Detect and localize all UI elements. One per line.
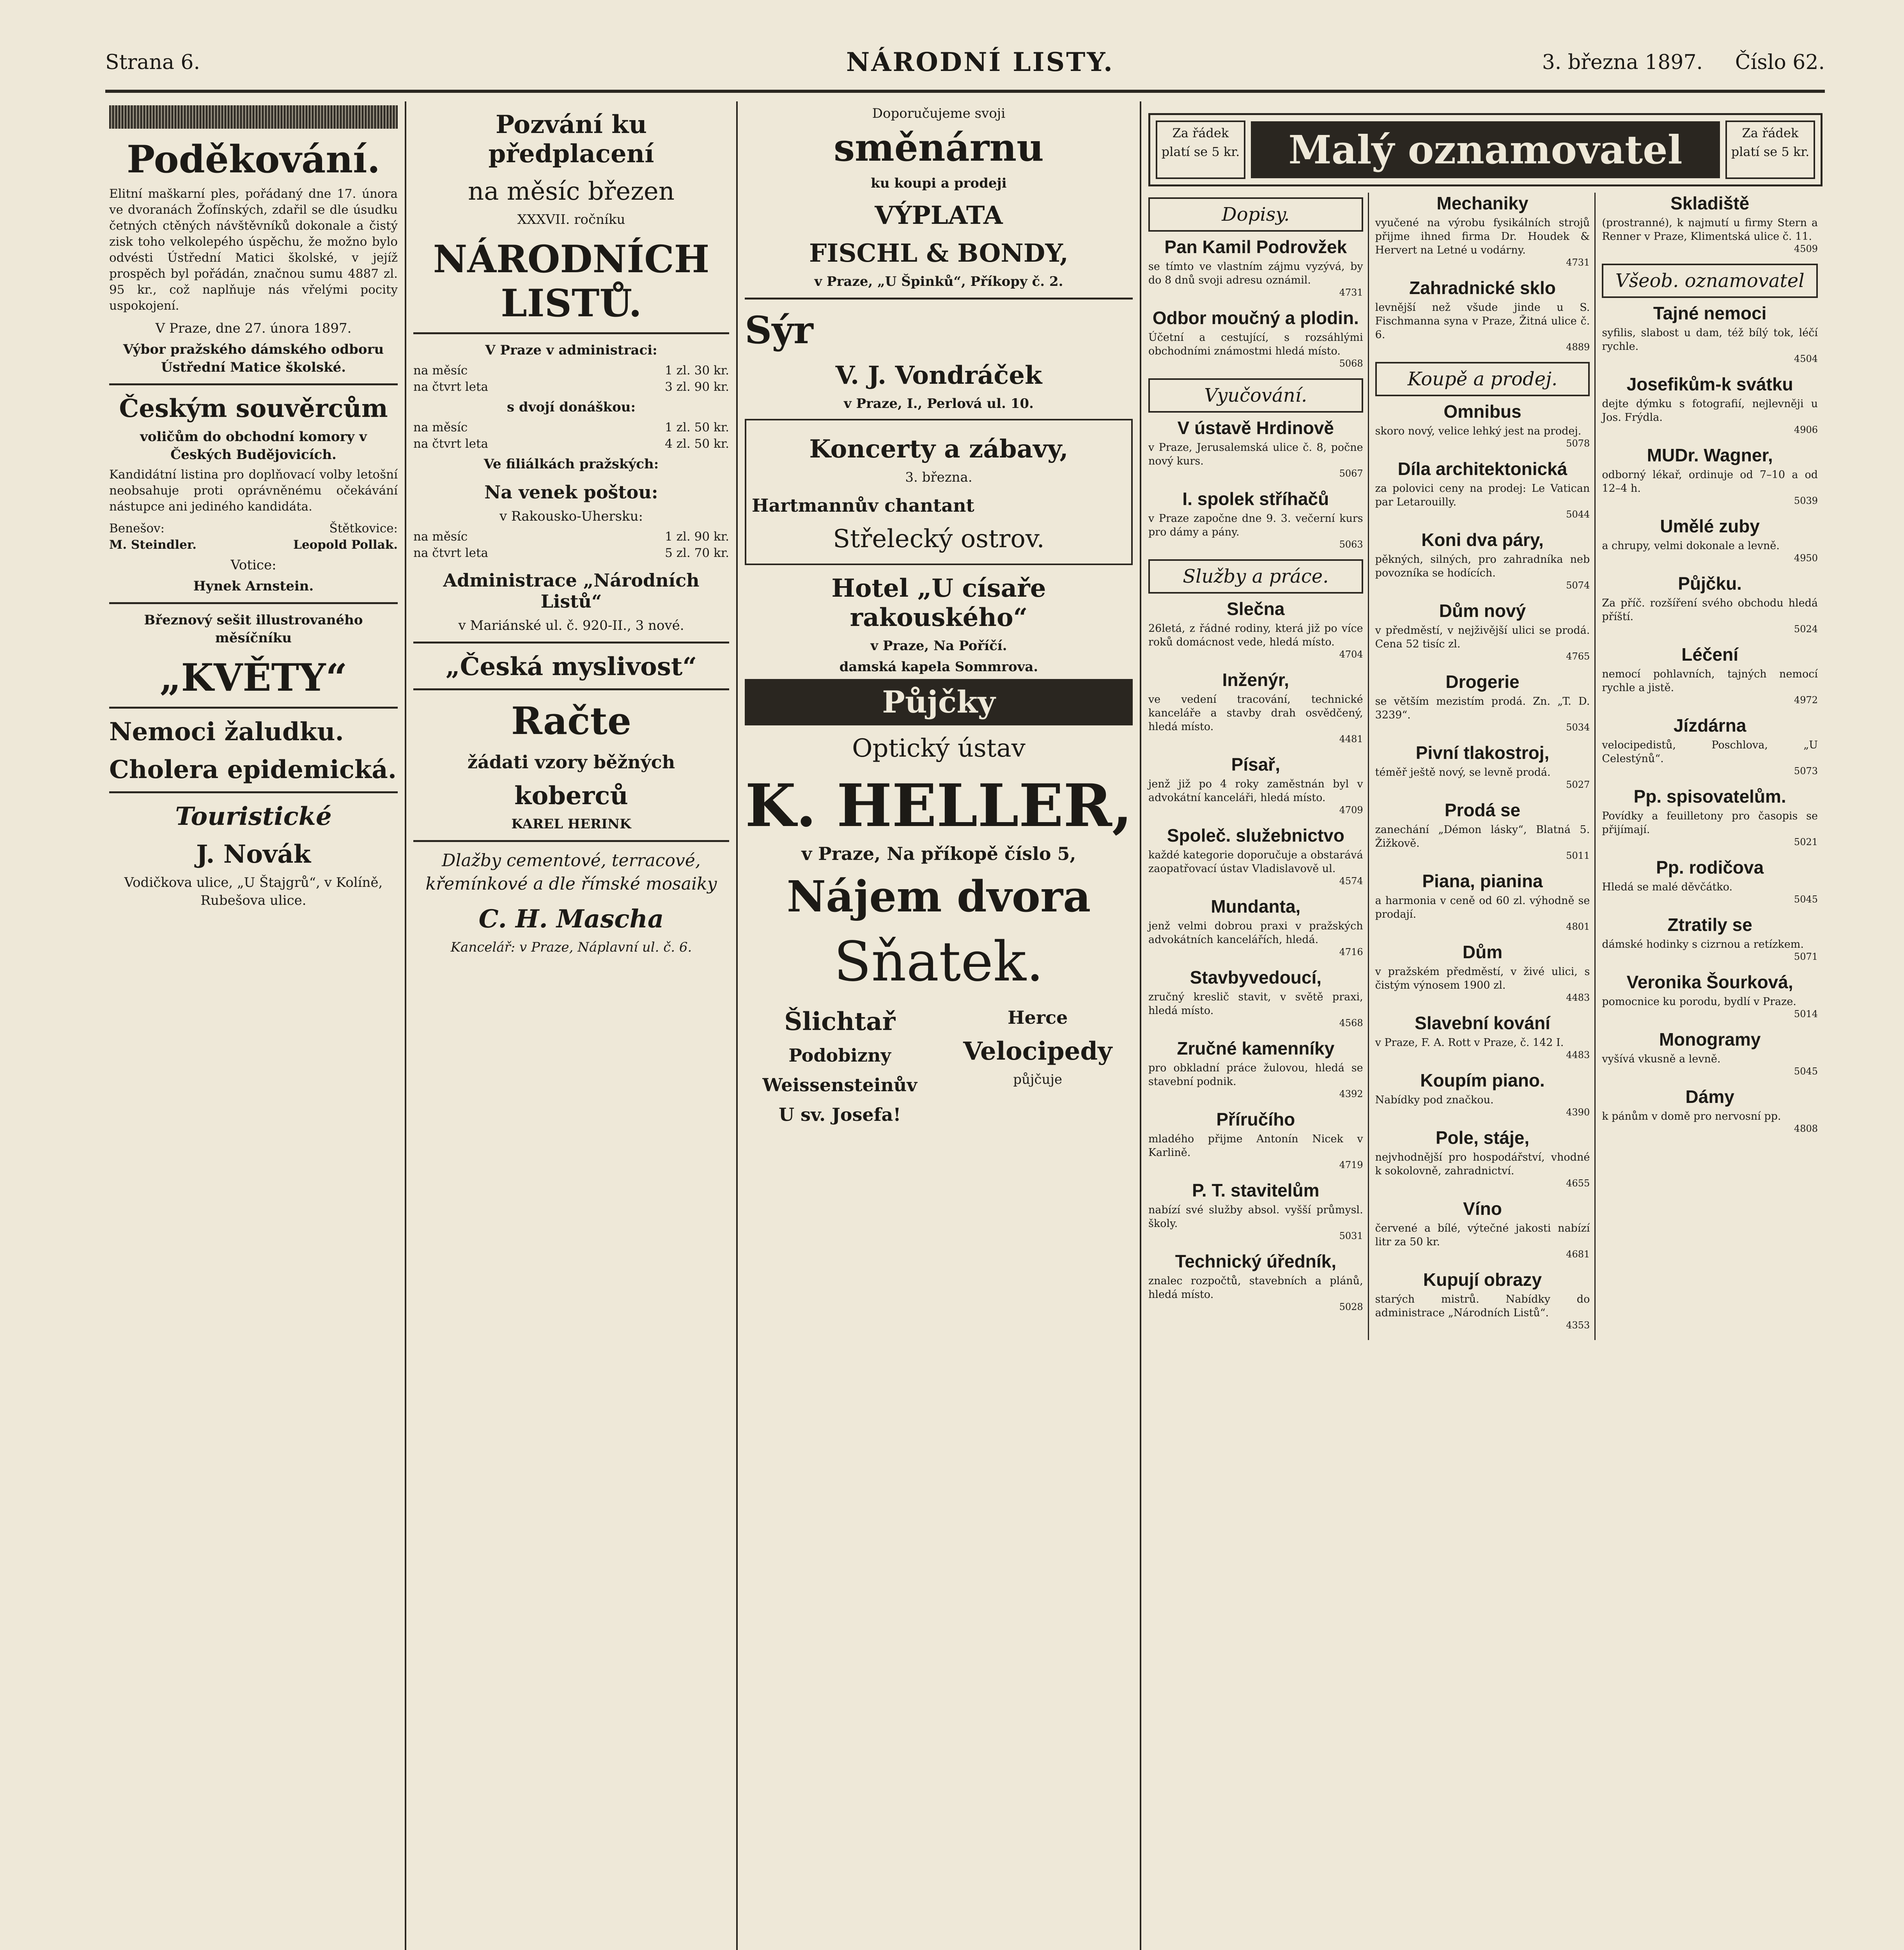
syr-heading: Sýr <box>745 308 813 352</box>
ad-number: 4574 <box>1339 876 1363 886</box>
small-ad-text: zanechání „Démon lásky“, Blatná 5. Žižkově. <box>1375 824 1590 849</box>
small-ads-section-box: Služby a práce. <box>1148 559 1363 594</box>
small-ad <box>1148 417 1363 479</box>
hotel-address: v Praze, Na Poříčí. <box>870 638 1007 654</box>
small-ad-text: v předměstí, v nejživější ulici se prodá. Cena 52 tisíc zl. <box>1375 624 1590 650</box>
small-ad-text: se tímto ve vlastním zájmu vyzývá, by do 8 dnů svoji adresu oznámil. <box>1148 261 1363 286</box>
small-ad-text: pěkných, silných, pro zahradníka neb povozníka se hodících. <box>1375 553 1590 579</box>
admin-address: v Mariánské ul. č. 920-II., 3 nové. <box>458 618 684 633</box>
small-ad-text: (prostranné), k najmutí u firmy Stern a Renner v Praze, Klimentská ulice č. 11. <box>1602 217 1818 243</box>
price-row: na měsíc 1 zl. 30 kr. <box>413 363 729 378</box>
small-ad <box>1148 1251 1363 1312</box>
ad-number: 4716 <box>1339 947 1363 957</box>
small-ad-title: Léčení <box>1681 644 1739 665</box>
hotel-heading: Hotel „U císaře rakouského“ <box>831 574 1046 632</box>
ad-number: 5011 <box>1566 850 1590 861</box>
small-ad <box>1375 458 1590 520</box>
small-ad-title: Mundanta, <box>1211 896 1301 916</box>
ad-number: 4801 <box>1566 921 1590 932</box>
small-ad-title: Kupují obrazy <box>1423 1269 1542 1290</box>
small-ad-title: Stavbyvedoucí, <box>1190 967 1322 987</box>
divider <box>109 602 398 604</box>
small-ad-text: znalec rozpočtů, stavebních a plánů, hledá místo. <box>1148 1275 1363 1301</box>
small-ad-text: jenž velmi dobrou praxi v pražských advokátních kancelářích, hledá. <box>1148 920 1363 946</box>
small-ad-title: Díla architektonická <box>1397 459 1567 479</box>
invite-paper: NÁRODNÍCH LISTŮ. <box>433 237 710 325</box>
small-ad-title: Drogerie <box>1445 672 1520 692</box>
small-ad-title: Zručné kamenníky <box>1177 1038 1335 1058</box>
small-ad <box>1148 307 1363 369</box>
small-ad <box>1375 401 1590 449</box>
small-ad <box>1148 1038 1363 1099</box>
small-ad-text: starých mistrů. Nabídky do administrace „Národních Listů“. <box>1375 1293 1590 1319</box>
small-ad <box>1375 600 1590 662</box>
column-3 <box>738 101 1141 1950</box>
column-4 <box>1141 101 1830 1950</box>
ad-number: 5071 <box>1794 951 1818 962</box>
small-ad-title: Prodá se <box>1444 800 1521 820</box>
small-ad-title: Slečna <box>1227 599 1285 619</box>
nemoci-heading: Nemoci žaludku. <box>109 717 344 746</box>
small-ad-text: za polovici ceny na prodej: Le Vatican par Letarouilly. <box>1375 482 1590 508</box>
concerts-date: 3. března. <box>905 470 972 485</box>
small-ad-text: Povídky a feuilletony pro časopis se přijímají. <box>1602 810 1818 836</box>
small-ad <box>1375 529 1590 591</box>
small-ad <box>1375 1127 1590 1189</box>
invite-volume: XXXVII. ročníku <box>517 212 625 227</box>
small-ad <box>1602 1029 1818 1077</box>
double-delivery-heading: s dvojí donáškou: <box>507 399 636 415</box>
small-ads-section-box: Koupě a prodej. <box>1375 362 1590 396</box>
ad-number: 5078 <box>1566 438 1590 449</box>
small-ad-title: Dámy <box>1685 1087 1734 1107</box>
small-ad-text: každé kategorie doporučuje a obstarává zaopatřovací ústav Vladislavově ul. <box>1148 849 1363 875</box>
small-ads-column <box>1375 193 1596 1340</box>
racte-heading: Račte <box>511 699 632 743</box>
price-row: na čtvrt leta 3 zl. 90 kr. <box>413 380 729 394</box>
small-ad <box>1602 857 1818 905</box>
small-ad <box>1375 277 1590 353</box>
small-ad <box>1148 754 1363 815</box>
small-ad-title: Pivní tlakostroj, <box>1415 743 1550 763</box>
signer-town: Votice: <box>230 557 276 573</box>
divider <box>109 383 398 385</box>
small-ad-text: levnější než všude jinde u S. Fischmanna syna v Praze, Žitná ulice č. 6. <box>1375 301 1590 341</box>
small-ad-title: Dům nový <box>1439 601 1526 621</box>
ad-number: 4906 <box>1794 424 1818 435</box>
column-1 <box>102 101 406 1950</box>
small-ad-title: Dům <box>1462 942 1503 962</box>
thanks-date: V Praze, dne 27. února 1897. <box>155 321 352 336</box>
small-ad-text: skoro nový, velice lehký jest na prodej. <box>1375 425 1582 437</box>
small-ad-title: Příručího <box>1216 1109 1295 1129</box>
small-ad-text: vyšívá vkusně a levně. <box>1602 1053 1721 1065</box>
small-ad <box>1375 671 1590 733</box>
small-ad <box>1602 516 1818 564</box>
small-ad-title: Monogramy <box>1659 1029 1761 1049</box>
signers-town-left: Benešov: <box>109 521 165 535</box>
small-ad-text: vyučené na výrobu fysikálních strojů přijme ihned firma Dr. Houdek & Hervert na Letné u vodárny. <box>1375 217 1590 256</box>
small-ad <box>1148 825 1363 886</box>
signers-town-right: Štětkovice: <box>329 521 398 535</box>
small-ad-text: dejte dýmku s fotografií, nejlevněji u Jos. Frýdla. <box>1602 398 1818 424</box>
small-ad <box>1148 896 1363 957</box>
ad-number: 4889 <box>1566 342 1590 353</box>
invite-heading: Pozvání ku předplacení <box>488 110 654 168</box>
invite-month: na měsíc březen <box>468 177 675 206</box>
small-ad-text: Hledá se malé děvčátko. <box>1602 881 1733 893</box>
herce-heading: Herce <box>1008 1007 1068 1028</box>
ad-number: 5027 <box>1566 779 1590 790</box>
ad-number: 5014 <box>1794 1009 1818 1019</box>
price-row: na měsíc 1 zl. 50 kr. <box>413 420 729 434</box>
small-ad-title: Písař, <box>1231 754 1280 775</box>
podobizny-heading: Podobizny <box>788 1045 891 1066</box>
divider <box>745 298 1133 300</box>
small-ad-title: Koni dva páry, <box>1421 530 1544 550</box>
admin-heading: Administrace „Národních Listů“ <box>443 570 700 612</box>
small-ad-title: Společ. služebnictvo <box>1167 825 1344 846</box>
thanks-text: Elitní maškarní ples, pořádaný dne 17. února ve dvoranách Žofínských, zdařil se dle úsudku četných ctěných návštěvníků dokonale a čistý zisk toho velkolepého úspěchu, že možno bylo odvésti Ústřední Matici školské, v jejíž prospěch byl pořádán, značnou sumu 4887 zl. 95 kr., což naplňuje nás vřelými pocity uspokojení. <box>109 187 398 313</box>
thanks-signature: Výbor pražského dámského odboru Ústřední Matice školské. <box>123 342 384 375</box>
vondracek-name: V. J. Vondráček <box>835 361 1042 390</box>
small-ad-title: Půjčku. <box>1678 573 1742 594</box>
ad-number: 4731 <box>1339 287 1363 298</box>
ad-number: 4704 <box>1339 649 1363 660</box>
small-ad-title: Pp. spisovatelům. <box>1633 786 1786 807</box>
price-row: na měsíc 1 zl. 90 kr. <box>413 530 729 544</box>
price-row: na čtvrt leta 4 zl. 50 kr. <box>413 437 729 451</box>
small-ad-title: Pp. rodičova <box>1656 857 1764 878</box>
ad-number: 4731 <box>1566 257 1590 268</box>
ad-number: 5021 <box>1794 837 1818 847</box>
small-ad <box>1375 1269 1590 1331</box>
ad-number: 5028 <box>1339 1301 1363 1312</box>
ad-number: 4655 <box>1566 1178 1590 1189</box>
smenarnu-heading: směnárnu <box>834 126 1044 170</box>
small-ad-text: nemocí pohlavních, tajných nemocí rychle a jistě. <box>1602 668 1818 694</box>
divider <box>413 642 729 644</box>
hartmann-heading: Hartmannův chantant <box>752 495 974 516</box>
small-ad-title: Umělé zuby <box>1660 516 1760 536</box>
kvety-title: „KVĚTY“ <box>159 656 347 700</box>
velocipedy-heading: Velocipedy <box>963 1037 1112 1066</box>
ad-number: 5068 <box>1339 358 1363 369</box>
velocipedy-sub: půjčuje <box>1013 1072 1063 1087</box>
slichtar-heading: Šlichtař <box>784 1007 896 1036</box>
small-ads-section-box: Dopisy. <box>1148 197 1363 232</box>
ad-number: 4709 <box>1339 805 1363 815</box>
small-ad-text: k pánům v domě pro nervosní pp. <box>1602 1110 1781 1122</box>
small-ad-text: 26letá, z řádné rodiny, která již po více roků domácnost vede, hledá místo. <box>1148 622 1363 648</box>
vyplata-heading: VÝPLATA <box>875 201 1003 230</box>
concerts-box <box>745 419 1133 565</box>
small-ad-title: Zahradnické sklo <box>1409 278 1556 298</box>
small-ad-title: MUDr. Wagner, <box>1647 445 1773 465</box>
small-ad <box>1148 1180 1363 1241</box>
small-ad-title: Ztratily se <box>1667 915 1752 935</box>
small-ad <box>1602 971 1818 1019</box>
small-ad <box>1602 445 1818 506</box>
small-ads-grid <box>1148 193 1823 1340</box>
fischl-bondy: FISCHL & BONDY, <box>809 239 1069 268</box>
small-ad-title: Josefikům-k svátku <box>1626 374 1793 394</box>
small-ads-section-box: Vyučování. <box>1148 378 1363 413</box>
ad-number: 5067 <box>1339 468 1363 479</box>
small-ad <box>1602 374 1818 435</box>
small-ad-title: V ústavě Hrdinově <box>1177 418 1334 438</box>
small-ad-text: mladého přijme Antonín Nicek v Karlině. <box>1148 1133 1363 1159</box>
heller-heading: K. HELLER, <box>745 771 1133 840</box>
ad-number: 5034 <box>1566 722 1590 733</box>
ad-number: 4568 <box>1339 1018 1363 1028</box>
fischl-address: v Praze, „U Špinků“, Příkopy č. 2. <box>814 274 1063 289</box>
small-ad <box>1148 236 1363 298</box>
small-ad-text: v pražském předměstí, v živé ulici, s čistým výnosem 1900 zl. <box>1375 966 1590 991</box>
ad-number: 4353 <box>1566 1320 1590 1331</box>
price-note: Za řádek platí se 5 kr. <box>1156 121 1245 179</box>
small-ad-text: syfilis, slabost u dam, též bílý tok, léčí rychle. <box>1602 327 1818 353</box>
thanks-heading: Poděkování. <box>126 137 381 181</box>
novak-name: J. Novák <box>196 840 311 869</box>
najem-heading: Nájem dvora <box>786 871 1091 922</box>
kvety-subheading: Březnový sešit illustrovaného měsíčníku <box>144 612 363 646</box>
divider <box>109 707 398 709</box>
small-ad-text: ve vedení tracování, technické kanceláře a stavby drah osvědčený, hledá místo. <box>1148 693 1363 733</box>
small-ad-text: červené a bílé, výtečné jakosti nabízí litr za 50 kr. <box>1375 1222 1590 1248</box>
souvercum-heading: Českým souvěrcům <box>119 394 388 423</box>
cholera-heading: Cholera epidemická. <box>109 755 397 784</box>
snatek-heading: Sňatek. <box>834 930 1044 994</box>
price-note: Za řádek platí se 5 kr. <box>1725 121 1815 179</box>
small-ad-title: Skladiště <box>1670 193 1750 213</box>
branches-heading: Ve filiálkách pražských: <box>484 456 659 472</box>
small-ad-title: Pole, stáje, <box>1435 1127 1530 1148</box>
small-ads-section-box: Všeob. oznamovatel <box>1602 264 1818 298</box>
small-ad <box>1375 742 1590 790</box>
ad-number: 5044 <box>1566 509 1590 520</box>
small-ad <box>1602 193 1818 254</box>
small-ad <box>1602 644 1818 706</box>
small-ad-text: Účetní a cestující, s rozsáhlými obchodními známostmi hledá místo. <box>1148 332 1363 357</box>
small-ad <box>1375 193 1590 268</box>
prague-admin-heading: V Praze v administraci: <box>485 342 657 358</box>
ad-number: 4972 <box>1794 695 1818 706</box>
opticky-heading: Optický ústav <box>852 734 1026 763</box>
weissenstein-heading: Weissensteinův <box>762 1074 917 1096</box>
small-ad-title: Jízdárna <box>1673 715 1746 736</box>
dlazby-heading: Dlažby cementové, terracové, křemínkové a dle římské mosaiky <box>425 851 717 894</box>
masthead-title: NÁRODNÍ LISTY. <box>846 47 1114 77</box>
small-ads-header <box>1148 113 1823 186</box>
page-number: Strana 6. <box>105 51 200 74</box>
small-ad-text: v Praze, F. A. Rott v Praze, č. 142 I. <box>1375 1037 1564 1049</box>
small-ad-title: Mechaniky <box>1436 193 1529 213</box>
small-ad-text: dámské hodinky s cizrnou a retízkem. <box>1602 938 1804 950</box>
small-ad <box>1602 715 1818 776</box>
ad-number: 4719 <box>1339 1159 1363 1170</box>
ad-number: 4392 <box>1339 1088 1363 1099</box>
signer-name: M. Steindler. <box>109 538 197 552</box>
small-ad-text: a chrupy, velmi dokonale a levně. <box>1602 540 1780 552</box>
smenarnu-sub: ku koupi a prodeji <box>871 176 1007 191</box>
ad-number: 5073 <box>1794 766 1818 776</box>
small-ad <box>1375 941 1590 1003</box>
vondracek-address: v Praze, I., Perlová ul. 10. <box>843 396 1034 411</box>
ad-number: 4483 <box>1566 1049 1590 1060</box>
ad-number: 5045 <box>1794 894 1818 905</box>
small-ad-title: Odbor moučný a plodin. <box>1152 308 1359 328</box>
small-ad-text: jenž již po 4 roky zaměstnán byl v advokátní kanceláři, hledá místo. <box>1148 778 1363 804</box>
ad-number: 5045 <box>1794 1066 1818 1077</box>
small-ad-text: Za příč. rozšíření svého obchodu hledá příští. <box>1602 597 1818 623</box>
koberce-heading: koberců <box>514 781 628 810</box>
small-ad <box>1375 1198 1590 1260</box>
heller-address: v Praze, Na příkopě číslo 5, <box>801 843 1076 864</box>
small-ad <box>1148 598 1363 660</box>
ad-number: 4481 <box>1339 734 1363 745</box>
small-ad-title: Tajné nemoci <box>1653 303 1767 323</box>
small-ad-text: pro obkladní práce žulovou, hledá se stavební podnik. <box>1148 1062 1363 1088</box>
souvercum-subheading: voličům do obchodní komory v Českých Budějovicích. <box>140 429 367 463</box>
small-ad-text: v Praze, Jerusalemská ulice č. 8, počne nový kurs. <box>1148 441 1363 467</box>
divider <box>109 791 398 793</box>
ad-number: 4950 <box>1794 553 1818 564</box>
sv-josef: U sv. Josefa! <box>778 1104 901 1125</box>
small-ad-text: Nabídky pod značkou. <box>1375 1094 1494 1106</box>
souvercum-text: Kandidátní listina pro doplňovací volby letošní neobsahuje proti oprávněnému očekávání nástupce ani jediného kandidáta. <box>109 468 398 514</box>
small-ads-column <box>1148 193 1369 1340</box>
ad-number: 4504 <box>1794 353 1818 364</box>
signer-name: Leopold Pollak. <box>293 538 398 552</box>
small-ad <box>1602 303 1818 364</box>
small-ads-column <box>1602 193 1823 1340</box>
small-ad-text: odborný lékař, ordinuje od 7–10 a od 12–4 h. <box>1602 469 1818 495</box>
small-ad-text: zručný kreslič stavit, v světě praxi, hledá místo. <box>1148 991 1363 1017</box>
signer-name: Hynek Arnstein. <box>193 578 314 594</box>
ad-number: 5063 <box>1339 539 1363 550</box>
small-ad <box>1375 870 1590 932</box>
small-ad-title: Víno <box>1463 1198 1502 1219</box>
ad-number: 4509 <box>1794 243 1818 254</box>
small-ad-text: téměř ještě nový, se levně prodá. <box>1375 766 1551 778</box>
ad-number: 4681 <box>1566 1249 1590 1260</box>
small-ad-title: Omnibus <box>1443 401 1521 422</box>
small-ad-title: Slavební kování <box>1415 1013 1550 1033</box>
postal-heading: Na venek poštou: <box>484 482 658 503</box>
issue-date: 3. března 1897. <box>1542 51 1703 74</box>
page-header <box>105 47 1825 93</box>
mascha-address: Kancelář: v Praze, Náplavní ul. č. 6. <box>450 940 692 955</box>
touristic-heading: Touristické <box>175 802 332 831</box>
small-ad-title: Pan Kamil Podrovžek <box>1164 237 1347 257</box>
small-ad <box>1375 1070 1590 1118</box>
ad-number: 5031 <box>1339 1230 1363 1241</box>
small-ad-title: I. spolek stříhačů <box>1182 489 1329 509</box>
small-ad <box>1602 573 1818 635</box>
ad-number: 4483 <box>1566 992 1590 1003</box>
myslivost-heading: „Česká myslivost“ <box>445 652 697 681</box>
ornament-bar <box>109 105 398 129</box>
racte-subheading: žádati vzory běžných <box>467 752 675 773</box>
small-ad-title: Piana, pianina <box>1422 871 1543 891</box>
postal-subheading: v Rakousko-Uhersku: <box>499 509 643 524</box>
small-ad <box>1148 669 1363 745</box>
herink-firm: KAREL HERINK <box>511 816 631 832</box>
small-ad-title: Veronika Šourková, <box>1626 972 1793 992</box>
smenarnu-pre: Doporučujeme svoji <box>872 106 1006 121</box>
small-ads-title: Malý oznamovatel <box>1251 121 1720 178</box>
small-ad <box>1148 1109 1363 1170</box>
small-ad-text: pomocnice ku porodu, bydlí v Praze. <box>1602 996 1796 1008</box>
kapela: damská kapela Sommrova. <box>839 659 1038 675</box>
divider <box>413 688 729 690</box>
divider <box>413 332 729 334</box>
ad-number: 4765 <box>1566 651 1590 662</box>
ad-number: 5074 <box>1566 580 1590 591</box>
small-ad <box>1148 967 1363 1028</box>
small-ad-title: Inženýr, <box>1222 670 1289 690</box>
small-ad-title: P. T. stavitelům <box>1192 1180 1320 1200</box>
divider <box>413 840 729 842</box>
small-ad-text: nabízí své služby absol. vyšší průmysl. školy. <box>1148 1204 1363 1230</box>
ad-number: 5039 <box>1794 495 1818 506</box>
ad-number: 4390 <box>1566 1107 1590 1118</box>
strelecky-heading: Střelecký ostrov. <box>833 525 1045 553</box>
small-ad-text: se větším mezistím prodá. Zn. „T. D. 3239“. <box>1375 695 1590 721</box>
small-ad-text: a harmonia v ceně od 60 zl. výhodně se prodají. <box>1375 895 1590 920</box>
small-ad <box>1148 488 1363 550</box>
small-ad-text: nejvhodnější pro hospodářství, vhodné k sokolovně, zahradnictví. <box>1375 1151 1590 1177</box>
small-ad <box>1375 1012 1590 1060</box>
pujcky-heading: Půjčky <box>745 679 1133 725</box>
small-ad <box>1602 786 1818 847</box>
small-ad-title: Koupím piano. <box>1420 1070 1545 1090</box>
small-ad <box>1602 914 1818 962</box>
mascha-name: C. H. Mascha <box>478 904 664 934</box>
small-ad <box>1375 800 1590 861</box>
price-row: na čtvrt leta 5 zl. 70 kr. <box>413 546 729 560</box>
ad-number: 5024 <box>1794 624 1818 635</box>
novak-address: Vodičkova ulice, „U Štajgrů“, v Kolíně, Rubešova ulice. <box>124 875 383 908</box>
small-ad-text: velocipedistů, Poschlova, „U Celestýnů“. <box>1602 739 1818 765</box>
concerts-heading: Koncerty a zábavy, <box>809 434 1068 464</box>
small-ad <box>1602 1086 1818 1134</box>
small-ad-title: Technický úředník, <box>1175 1251 1336 1271</box>
ad-number: 4808 <box>1794 1123 1818 1134</box>
small-ad-text: v Praze započne dne 9. 3. večerní kurs pro dámy a pány. <box>1148 512 1363 538</box>
column-2 <box>406 101 738 1950</box>
issue-number: Číslo 62. <box>1735 51 1825 74</box>
